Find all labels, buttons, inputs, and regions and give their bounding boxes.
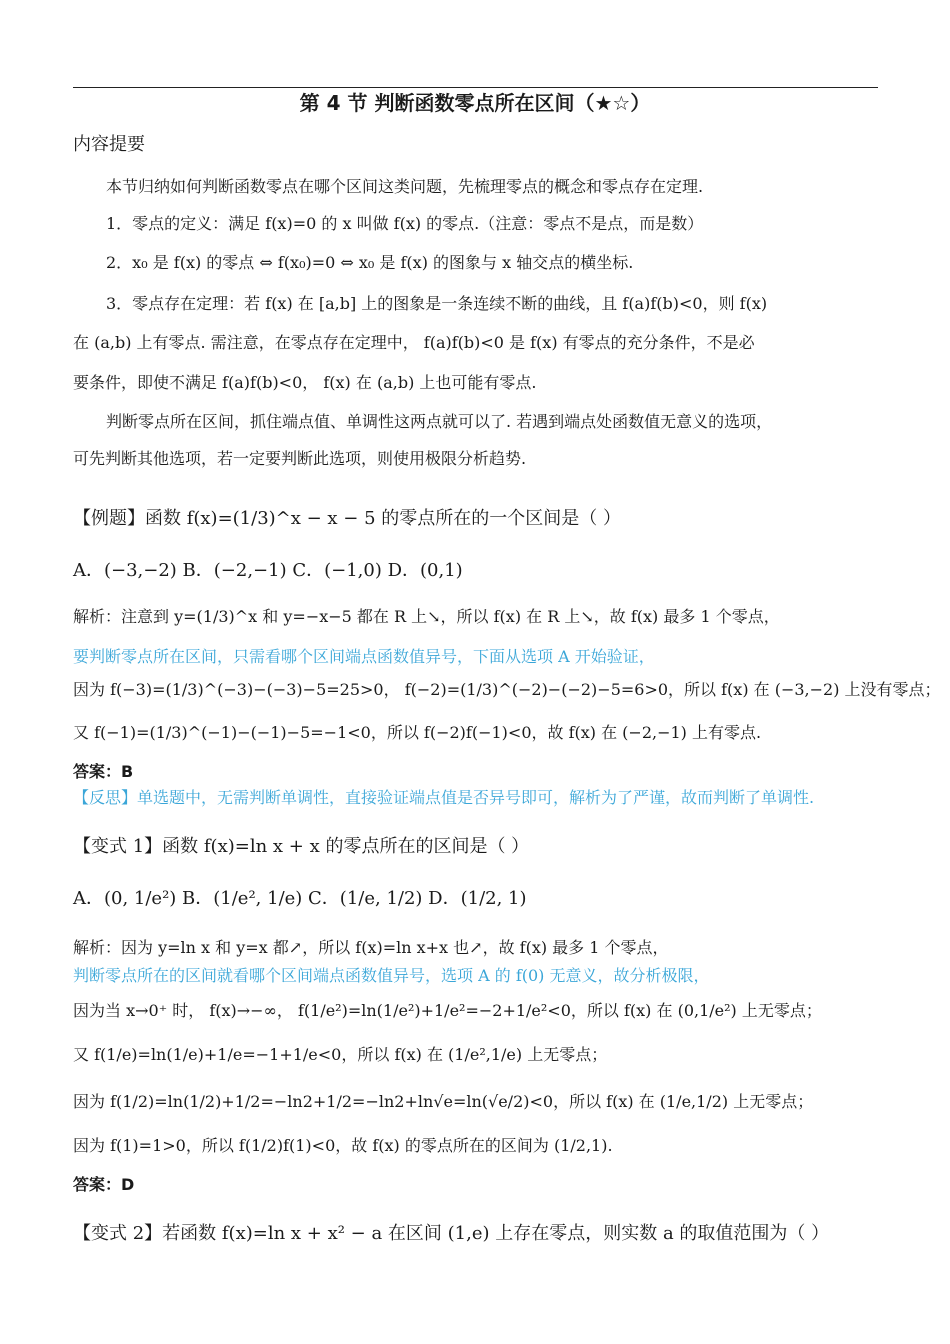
- summary-item-1: 1．零点的定义：满足 f(x)=0 的 x 叫做 f(x) 的零点.（注意：零点不是点，而是数）: [106, 214, 704, 233]
- example-solution-line-2: 要判断零点所在区间，只需看哪个区间端点函数值异号，下面从选项 A 开始验证，: [73, 647, 655, 666]
- variant-1-solution-line-3: 因为当 x→0⁺ 时， f(x)→−∞， f(1/e²)=ln(1/e²)+1/e²=−2+1/e²<0，所以 f(x) 在 (0,1/e²) 上无零点；: [73, 1001, 822, 1020]
- variant-1-solution-line-1: 解析：因为 y=ln x 和 y=x 都↗，所以 f(x)=ln x+x 也↗，故 f(x) 最多 1 个零点，: [73, 938, 669, 957]
- summary-item-3-line-1: 3．零点存在定理：若 f(x) 在 [a,b] 上的图象是一条连续不断的曲线，且 f(a)f(b)<0，则 f(x): [106, 294, 768, 313]
- summary-item-3-line-3: 要条件，即使不满足 f(a)f(b)<0， f(x) 在 (a,b) 上也可能有零点.: [73, 373, 537, 392]
- variant-1-solution-line-2: 判断零点所在的区间就看哪个区间端点函数值异号，选项 A 的 f(0) 无意义，故分析极限，: [73, 966, 710, 985]
- example-options: A．(−3,−2) B．(−2,−1) C．(−1,0) D．(0,1): [73, 560, 463, 581]
- example-solution-line-3: 因为 f(−3)=(1/3)^(−3)−(−3)−5=25>0， f(−2)=(1/3)^(−2)−(−2)−5=6>0，所以 f(x) 在 (−3,−2) 上没有零点；: [73, 680, 941, 699]
- summary-tip-line-1: 判断零点所在区间，抓住端点值、单调性这两点就可以了. 若遇到端点处函数值无意义的选项，: [106, 412, 773, 431]
- example-solution-line-1: 解析：注意到 y=(1/3)^x 和 y=−x−5 都在 R 上↘，所以 f(x) 在 R 上↘，故 f(x) 最多 1 个零点，: [73, 607, 780, 626]
- summary-item-3-line-2: 在 (a,b) 上有零点. 需注意，在零点存在定理中， f(a)f(b)<0 是 f(x) 有零点的充分条件，不是必: [73, 333, 755, 352]
- summary-tip-line-2: 可先判断其他选项，若一定要判断此选项，则使用极限分析趋势.: [73, 449, 527, 468]
- variant-1-answer: 答案：D: [73, 1175, 135, 1194]
- summary-heading: 内容提要: [73, 134, 145, 155]
- variant-1-question: 【变式 1】函数 f(x)=ln x + x 的零点所在的区间是（ ）: [73, 836, 530, 857]
- variant-1-solution-line-4: 又 f(1/e)=ln(1/e)+1/e=−1+1/e<0，所以 f(x) 在 (1/e²,1/e) 上无零点；: [73, 1045, 608, 1064]
- summary-intro: 本节归纳如何判断函数零点在哪个区间这类问题，先梳理零点的概念和零点存在定理.: [106, 177, 704, 196]
- title-rule: [73, 87, 878, 88]
- variant-1-solution-line-5: 因为 f(1/2)=ln(1/2)+1/2=−ln2+1/2=−ln2+ln√e=ln(√e/2)<0，所以 f(x) 在 (1/e,1/2) 上无零点；: [73, 1092, 814, 1111]
- variant-1-options: A．(0, 1/e²) B．(1/e², 1/e) C．(1/e, 1/2) D．(1/2, 1): [73, 888, 527, 909]
- example-reflection: 【反思】单选题中，无需判断单调性，直接验证端点值是否异号即可，解析为了严谨，故而判断了单调性.: [73, 788, 815, 807]
- example-solution-line-4: 又 f(−1)=(1/3)^(−1)−(−1)−5=−1<0，所以 f(−2)f(−1)<0，故 f(x) 在 (−2,−1) 上有零点.: [73, 723, 762, 742]
- variant-1-solution-line-6: 因为 f(1)=1>0，所以 f(1/2)f(1)<0，故 f(x) 的零点所在的区间为 (1/2,1).: [73, 1136, 613, 1155]
- variant-2-question: 【变式 2】若函数 f(x)=ln x + x² − a 在区间 (1,e) 上存在零点，则实数 a 的取值范围为（ ）: [73, 1223, 830, 1244]
- example-question: 【例题】函数 f(x)=(1/3)^x − x − 5 的零点所在的一个区间是（ ）: [73, 508, 622, 529]
- summary-item-2: 2．x₀ 是 f(x) 的零点 ⇔ f(x₀)=0 ⇔ x₀ 是 f(x) 的图象与 x 轴交点的横坐标.: [106, 253, 634, 272]
- example-answer: 答案：B: [73, 762, 134, 781]
- section-title: 第 4 节 判断函数零点所在区间（★☆）: [299, 91, 651, 115]
